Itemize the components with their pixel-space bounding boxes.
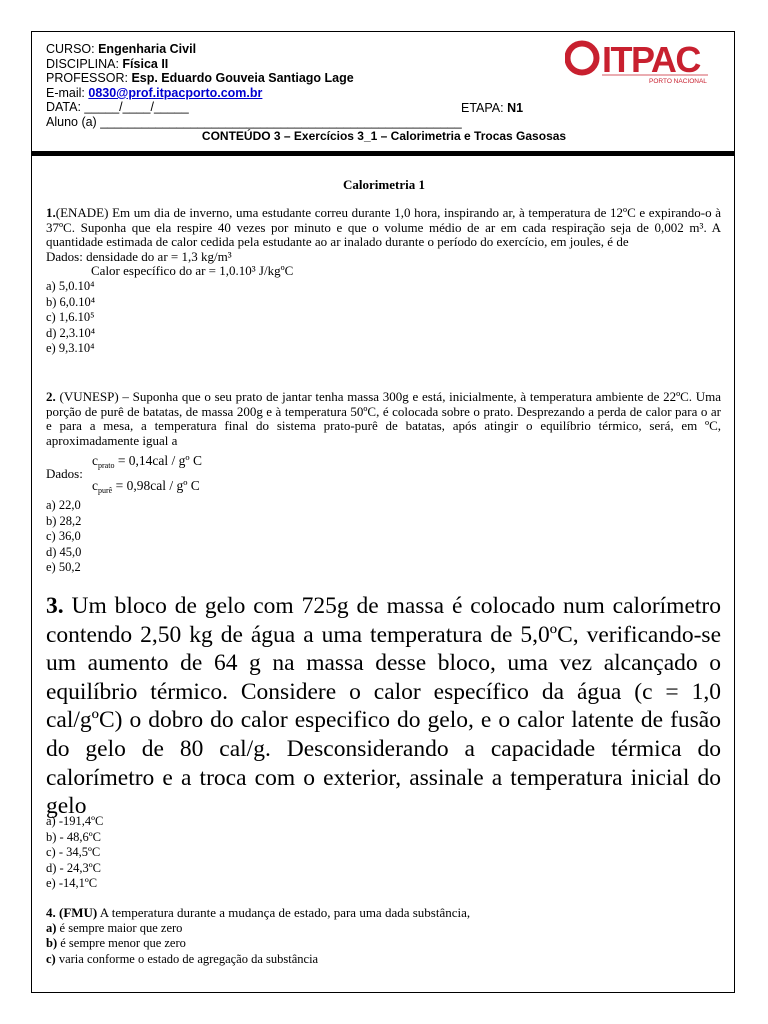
question-4-option-a: a) é sempre maior que zero — [46, 920, 183, 935]
question-3-options — [46, 814, 721, 892]
question-3-option-d: d) - 24,3ºC — [46, 860, 101, 875]
question-1-dados-specific-heat: Calor específico do ar = 1,0.10³ J/kgºC — [91, 263, 294, 279]
professor-row — [46, 71, 462, 86]
question-1-text — [46, 206, 721, 250]
question-2-option-a: a) 22,0 — [46, 498, 81, 512]
question-2-dados-label: Dados: — [46, 466, 83, 481]
curso-value: Engenharia Civil — [98, 42, 197, 56]
question-1-dados-density: Dados: densidade do ar = 1,3 kg/m³ — [46, 248, 232, 264]
question-3-option-a: a) -191,4ºC — [46, 814, 104, 828]
email-row — [46, 86, 462, 101]
question-3-number: 3. — [46, 593, 64, 619]
question-2-option-c: c) 36,0 — [46, 529, 81, 544]
question-4-text — [46, 906, 721, 921]
question-4-source: (FMU) — [59, 905, 98, 920]
question-2-body: (VUNESP) – Suponha que o seu prato de jantar tenha massa 300g e está, inicialmente, à temperatura ambiente de 22ºC. Uma porção de purê de batatas, de massa 200g e à temperatura 50ºC, é colocada sobre o prato. Desprezando a perda de calor para o ar e para a mesa, a temperatura final do sistema prato-purê de batatas, após atingir o equilíbrio térmico, será, em ºC, aproximadamente igual a — [46, 389, 722, 448]
question-3-body: Um bloco de gelo com 725g de massa é colocado num calorímetro contendo 2,50 kg de água a uma temperatura de 5,0ºC, verificando-se um aumento de 64 g na massa desse bloco, uma vez alcançado o equilíbrio térmico. Considere o calor específico da água (c = 1,0 cal/gºC) o dobro do calor especifico do gelo, e o calor latente de fusão do gelo de 80 cal/g. Desconsiderando a capacidade térmica do calorímetro e a troca com o exterior, assinale a temperatura inicial do gelo — [46, 593, 721, 820]
question-1-option-b: b) 6,0.10⁴ — [46, 294, 96, 309]
disciplina-value: Física II — [122, 56, 169, 71]
question-1-option-d: d) 2,3.10⁴ — [46, 325, 96, 340]
header-info — [46, 42, 462, 130]
formula-c-prato: $c_{prato} = 0,14cal$ / gº C — [92, 453, 202, 470]
email-label: E-mail: — [46, 85, 89, 100]
section-title: Calorimetria 1 — [343, 177, 425, 192]
question-3-option-e: e) -14,1ºC — [46, 876, 98, 891]
etapa-value: N1 — [507, 101, 524, 115]
etapa-row — [461, 101, 523, 115]
question-4-number: 4. — [46, 905, 56, 920]
question-2-option-e: e) 50,2 — [46, 560, 81, 575]
question-1-body: (ENADE) Em um dia de inverno, uma estudante correu durante 1,0 hora, inspirando ar, à temperatura de 12ºC e expirando-o à 37ºC. Suponha que ela respire 40 vezes por minuto e que o volume médio de ar em cada respiração seja de 0,002 m³. A quantidade estimada de calor cedida pela estudante ao ar inalado durante o período do exercício, em joules, é de — [46, 205, 721, 250]
header-divider — [31, 151, 735, 156]
question-1-option-a: a) 5,0.10⁴ — [46, 278, 95, 293]
question-4-body: A temperatura durante a mudança de estado, para uma dada substância, — [97, 905, 471, 920]
question-2-number: 2. — [46, 389, 56, 404]
curso-row — [46, 42, 462, 57]
question-1-option-c: c) 1,6.10⁵ — [46, 310, 95, 325]
question-2-option-b: b) 28,2 — [46, 513, 82, 528]
formula-pure-sub: purê — [98, 486, 113, 495]
question-2-text — [46, 390, 721, 448]
data-row: DATA: _____/____/_____ — [46, 100, 189, 115]
question-4-option-c: c) varia conforme o estado de agregação da substância — [46, 951, 319, 966]
question-4-option-b: b) é sempre menor que zero — [46, 936, 186, 951]
disciplina-label: DISCIPLINA: — [46, 56, 123, 71]
curso-label: CURSO: — [46, 42, 99, 56]
formula-prato-sub: prato — [98, 461, 115, 470]
disciplina-row — [46, 57, 462, 72]
formula-prato-value: = 0,14cal / gº C — [117, 453, 202, 468]
question-3-option-c: c) - 34,5ºC — [46, 845, 101, 860]
conteudo-title: CONTEÚDO 3 – Exercícios 3_1 – Calorimetria e Trocas Gasosas — [201, 129, 567, 143]
logo-ring-icon — [568, 44, 597, 73]
question-2-option-d: d) 45,0 — [46, 544, 82, 559]
question-4 — [46, 906, 721, 967]
logo-subtitle-text: PORTO NACIONAL — [649, 78, 707, 85]
question-3-option-b: b) - 48,6ºC — [46, 829, 101, 844]
question-1-option-e: e) 9,3.10⁴ — [46, 341, 95, 356]
question-3-text — [46, 592, 721, 821]
formula-c-pure: $c_{purê} = 0,98cal$ / gº C — [92, 478, 200, 495]
professor-value: Esp. Eduardo Gouveia Santiago Lage — [131, 71, 354, 86]
question-2-options — [46, 498, 721, 576]
question-2 — [46, 390, 721, 448]
formula-pure-value: = 0,98cal / gº C — [115, 478, 200, 493]
logo-brand-text: ITPAC — [602, 39, 700, 80]
email-link[interactable]: 0830@prof.itpacporto.com.br — [88, 85, 263, 100]
itpac-logo — [565, 38, 710, 86]
aluno-row: Aluno (a) ____________________________________________________ — [46, 114, 462, 129]
question-1-number: 1. — [46, 205, 56, 220]
professor-label: PROFESSOR: — [46, 71, 132, 86]
question-1 — [46, 206, 721, 357]
etapa-label: ETAPA: — [461, 101, 508, 115]
